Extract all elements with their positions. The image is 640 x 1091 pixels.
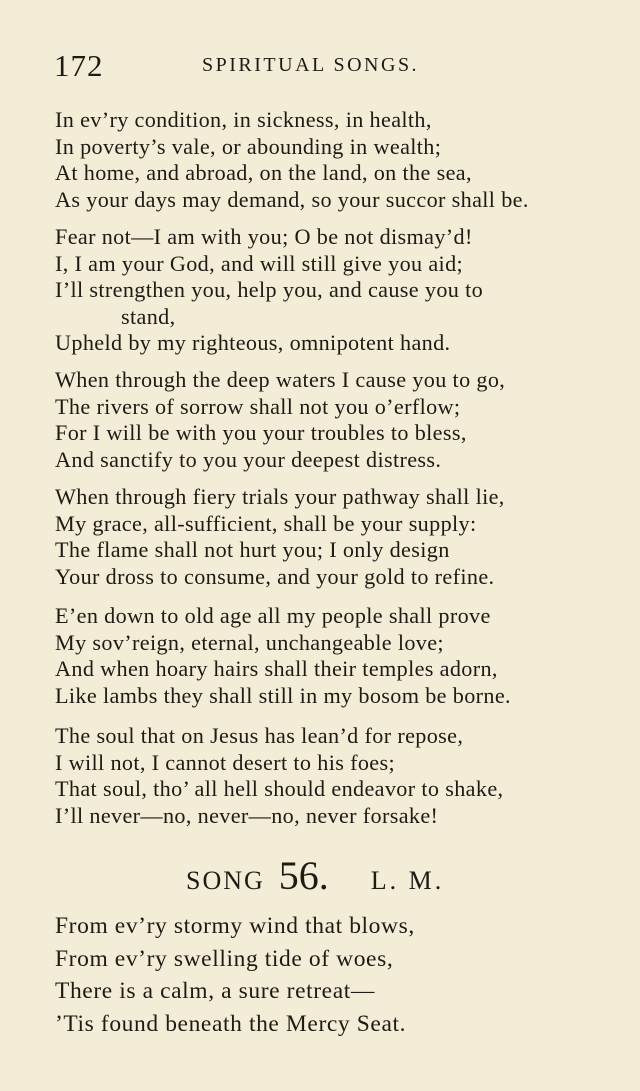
stanza-4 [55, 484, 615, 590]
verse-line: Your dross to consume, and your gold to refine. [55, 563, 495, 589]
stanza-6 [55, 723, 615, 829]
verse-line: There is a calm, a sure retreat— [55, 978, 375, 1004]
verse-line: The flame shall not hurt you; I only design [55, 537, 450, 562]
song-meter: L. M. [370, 866, 445, 895]
song-heading [186, 852, 444, 899]
verse-line: And sanctify to you your deepest distress. [55, 446, 442, 472]
verse-line: The soul that on Jesus has lean’d for repose, [55, 723, 464, 748]
stanza-3 [55, 367, 615, 473]
verse-line: For I will be with you your troubles to bless, [55, 420, 467, 445]
verse-line: In poverty’s vale, or abounding in wealth; [55, 133, 442, 159]
verse-line: My sov’reign, eternal, unchangeable love; [55, 629, 444, 655]
stanza-2 [55, 224, 615, 357]
verse-line: ’Tis found beneath the Mercy Seat. [55, 1010, 407, 1037]
verse-line: That soul, tho’ all hell should endeavor to shake, [55, 776, 504, 801]
verse-line: From ev’ry swelling tide of woes, [55, 945, 394, 972]
verse-line: When through fiery trials your pathway shall lie, [55, 484, 505, 509]
verse-line: From ev’ry stormy wind that blows, [55, 913, 415, 939]
verse-line: Like lambs they shall still in my bosom be borne. [55, 682, 511, 708]
verse-line: Fear not—I am with you; O be not dismay’d! [55, 224, 473, 249]
page-header [52, 48, 612, 82]
stanza-1 [55, 107, 615, 213]
verse-line: And when hoary hairs shall their temples adorn, [55, 656, 498, 681]
verse-line: I, I am your God, and will still give you aid; [55, 250, 464, 276]
verse-line: My grace, all-sufficient, shall be your supply: [55, 510, 477, 536]
running-title: SPIRITUAL SONGS. [202, 54, 420, 76]
verse-line: I will not, I cannot desert to his foes; [55, 749, 395, 775]
verse-line: E’en down to old age all my people shall prove [55, 603, 491, 628]
song-label: SONG [186, 866, 265, 895]
verse-line: I’ll strengthen you, help you, and cause you to [55, 277, 484, 302]
verse-line: When through the deep waters I cause you to go, [55, 367, 506, 392]
verse-line: In ev’ry condition, in sickness, in health, [55, 107, 432, 132]
stanza-5 [55, 603, 615, 709]
song-56-stanza-1 [55, 910, 615, 1040]
verse-line: I’ll never—no, never—no, never forsake! [55, 802, 439, 828]
verse-line-continuation: stand, [121, 303, 176, 329]
verse-line: The rivers of sorrow shall not you o’erflow; [55, 393, 461, 419]
verse-line: At home, and abroad, on the land, on the sea, [55, 160, 472, 185]
song-number: 56. [278, 853, 329, 898]
verse-line: Upheld by my righteous, omnipotent hand. [55, 330, 451, 355]
verse-line: As your days may demand, so your succor shall be. [55, 186, 529, 212]
page-number: 172 [54, 48, 104, 83]
